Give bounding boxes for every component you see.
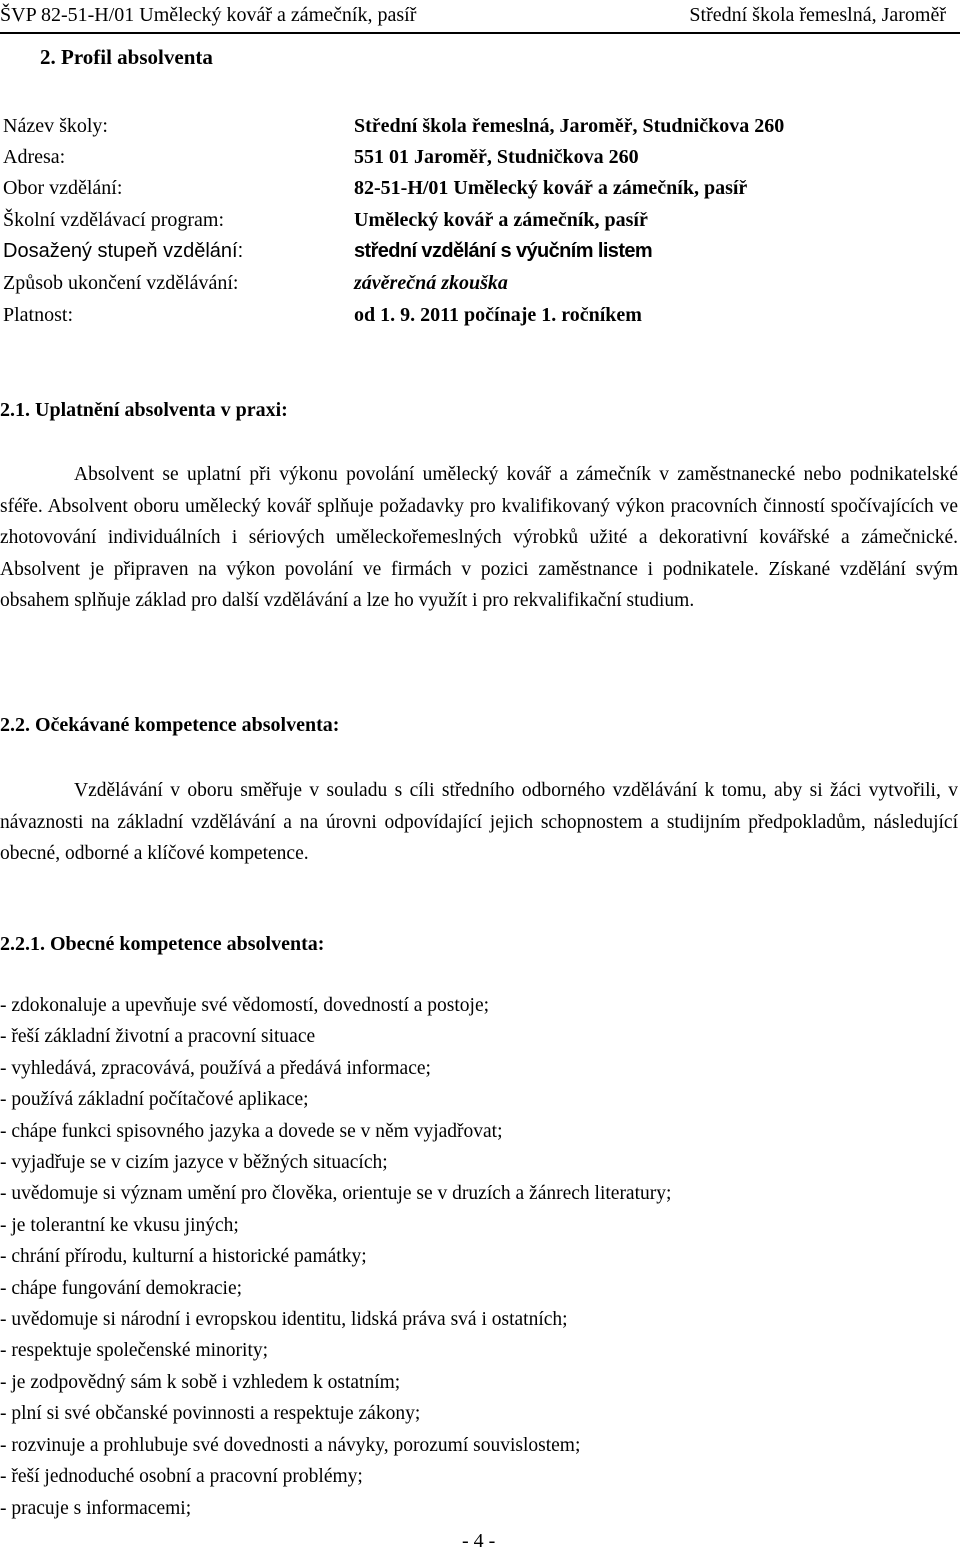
profile-row	[0, 240, 960, 270]
list-item: - používá základní počítačové aplikace;	[0, 1089, 309, 1111]
list-item: - respektuje společenské minority;	[0, 1340, 269, 1362]
profile-value: 82-51-H/01 Umělecký kovář a zámečník, pasíř	[354, 177, 748, 199]
list-item: - chrání přírodu, kulturní a historické památky;	[0, 1246, 367, 1268]
list-item: - řeší jednoduché osobní a pracovní problémy;	[0, 1466, 363, 1488]
profile-value: Umělecký kovář a zámečník, pasíř	[354, 209, 648, 231]
section-heading: 2.2. Očekávané kompetence absolventa:	[0, 714, 340, 736]
competence-list	[0, 990, 671, 1524]
header-divider	[0, 32, 960, 34]
list-item: - zdokonaluje a upevňuje své vědomostí, dovedností a postoje;	[0, 995, 490, 1016]
profile-row	[0, 272, 960, 302]
paragraph-text: Vzdělávání v oboru směřuje v souladu s cíli středního odborného vzdělávání k tomu, aby si žáci vytvořili, v návaznosti na základní vzdělávání a na úrovni odpovídající jejich schopnostem a studijním předpokladům, následující obecné, odborné a klíčové kompetence.	[0, 780, 958, 864]
profile-label: Dosažený stupeň vzdělání:	[3, 240, 244, 262]
section-title: 2. Profil absolventa	[40, 45, 213, 69]
header-right: Střední škola řemeslná, Jaroměř	[689, 4, 946, 26]
list-item: - vyjadřuje se v cizím jazyce v běžných situacích;	[0, 1152, 388, 1174]
profile-label: Způsob ukončení vzdělávání:	[3, 272, 239, 294]
list-item: - je tolerantní ke vkusu jiných;	[0, 1214, 239, 1236]
list-item: - plní si své občanské povinnosti a respektuje zákony;	[0, 1403, 421, 1425]
profile-label: Školní vzdělávací program:	[3, 209, 225, 231]
profile-value: 551 01 Jaroměř, Studničkova 260	[354, 146, 639, 168]
paragraph-text: Absolvent se uplatní při výkonu povolání umělecký kovář a zámečník v zaměstnanecké nebo podnikatelské sféře. Absolvent oboru umělecký kovář splňuje požadavky pro kvalifikovaný výkon pracovních činností spočívajících ve zhotovování individuálních i sériových uměleckořemeslných výrobků užité a dekorativní kovářské a zámečnické. Absolvent je připraven na výkon povolání ve firmách v pozici zaměstnance i podnikatele. Získané vzdělání svým obsahem splňuje základ pro další vzdělávání a lze ho využít i pro rekvalifikační studium.	[0, 464, 958, 611]
profile-value: od 1. 9. 2011 počínaje 1. ročníkem	[354, 304, 642, 326]
profile-value: závěrečná zkouška	[354, 272, 508, 294]
profile-label: Obor vzdělání:	[3, 177, 123, 199]
list-item: - řeší základní životní a pracovní situace	[0, 1026, 316, 1048]
profile-row	[0, 115, 960, 145]
profile-value: střední vzdělání s výučním listem	[354, 240, 653, 262]
profile-label: Adresa:	[3, 146, 66, 168]
list-item: - je zodpovědný sám k sobě i vzhledem k ostatním;	[0, 1371, 401, 1393]
profile-row	[0, 177, 960, 207]
list-item: - uvědomuje si národní i evropskou identitu, lidská práva svá i ostatních;	[0, 1309, 568, 1331]
profile-row	[0, 304, 960, 334]
list-item: - chápe fungování demokracie;	[0, 1277, 243, 1299]
list-item: - chápe funkci spisovného jazyka a dovede se v něm vyjadřovat;	[0, 1120, 503, 1142]
profile-label: Název školy:	[3, 115, 108, 137]
list-item: - pracuje s informacemi;	[0, 1497, 192, 1519]
list-item: - vyhledává, zpracovává, používá a předává informace;	[0, 1057, 431, 1079]
header-left: ŠVP 82-51-H/01 Umělecký kovář a zámečník, pasíř	[0, 4, 417, 26]
list-item: - rozvinuje a prohlubuje své dovednosti a návyky, porozumí souvislostem;	[0, 1434, 581, 1456]
section-heading: 2.2.1. Obecné kompetence absolventa:	[0, 933, 325, 955]
section-heading: 2.1. Uplatnění absolventa v praxi:	[0, 399, 288, 421]
list-item: - uvědomuje si význam umění pro člověka, orientuje se v druzích a žánrech literatury;	[0, 1183, 672, 1205]
profile-label: Platnost:	[3, 304, 74, 326]
paragraph	[0, 775, 958, 870]
paragraph	[0, 459, 958, 617]
profile-row	[0, 209, 960, 239]
page-number: - 4 -	[462, 1530, 496, 1552]
profile-value: Střední škola řemeslná, Jaroměř, Studničkova 260	[354, 115, 785, 137]
profile-row	[0, 146, 960, 176]
